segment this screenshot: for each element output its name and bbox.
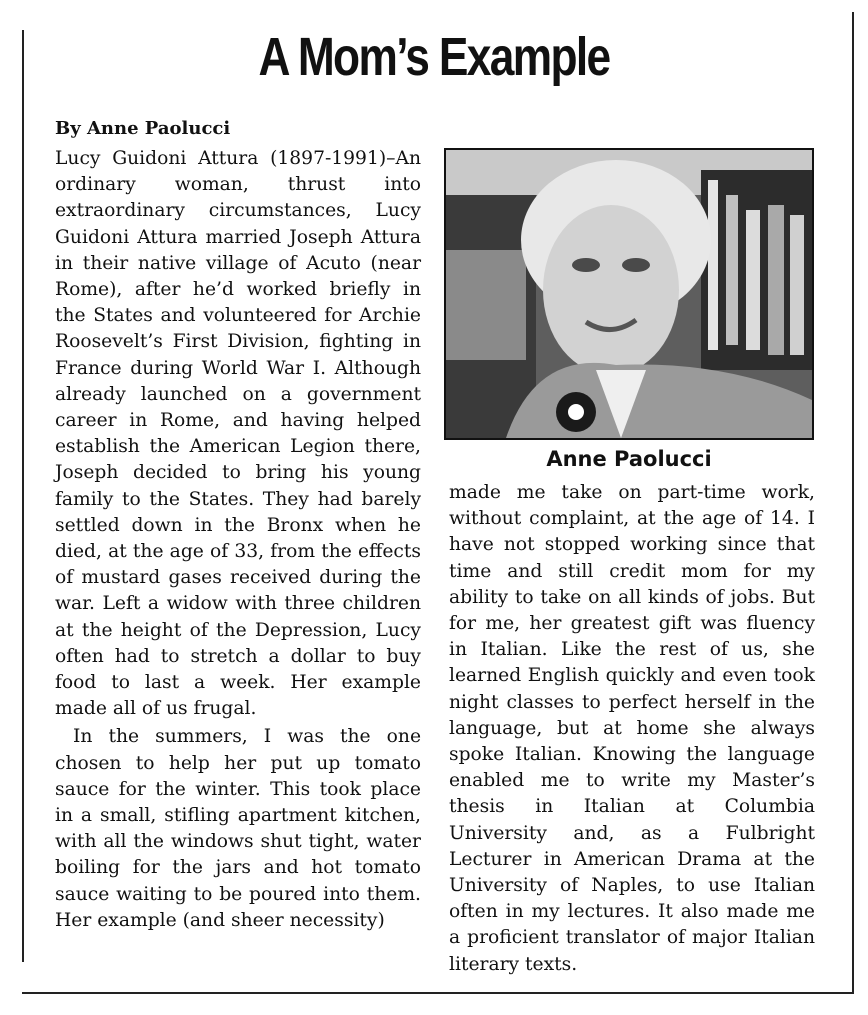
photo-caption: Anne Paolucci — [546, 447, 712, 471]
article-title: A Mom’s Example — [258, 27, 610, 87]
paragraph-continuation: made me take on part-time work, without complaint, at the age of 14. I have not stopped working since that time and still credit mom for my ability to take on all kinds of jobs. But for me, her greatest gift was fluency in Italian. Like the rest of us, she learned English quickly and even took night classes to perfect herself in the language, but at home she always spoke Italian. Knowing the language enabled me to write my Master’s thesis in Italian at Columbia University and, as a Fulbright Lecturer in American Drama at the University of Naples, to use Italian often in my lectures. It also made me a proficient translator of major Italian literary texts. — [449, 482, 815, 975]
paragraph-summers: In the summers, I was the one chosen to help her put up tomato sauce for the winter. This took place in a small, stifling apartment kitchen, with all the windows shut tight, water boiling for the jars and hot tomato sauce waiting to be poured into them. Her example (and sheer necessity) — [55, 726, 421, 931]
author-photo — [444, 148, 814, 440]
right-column — [449, 480, 815, 978]
paragraph-intro: Lucy Guidoni Attura (1897-1991)–An ordinary woman, thrust into extraordinary circumstances, Lucy Guidoni Attura married Joseph Attura in their native village of Acuto (near Rome), after he’d worked briefly in the States and volunteered for Archie Roosevelt’s First Division, fighting in France during World War I. Although already launched on a government career in Rome, and having helped establish the American Legion there, Joseph decided to bring his young family to the States. They had barely settled down in the Bronx when he died, at the age of 33, from the effects of mustard gases received during the war. Left a widow with three children at the height of the Depression, Lucy often had to stretch a dollar to buy food to last a week. Her example made all of us frugal. — [55, 148, 421, 720]
byline: By Anne Paolucci — [55, 118, 231, 139]
left-column — [55, 146, 421, 934]
left-column-rule — [22, 30, 24, 962]
